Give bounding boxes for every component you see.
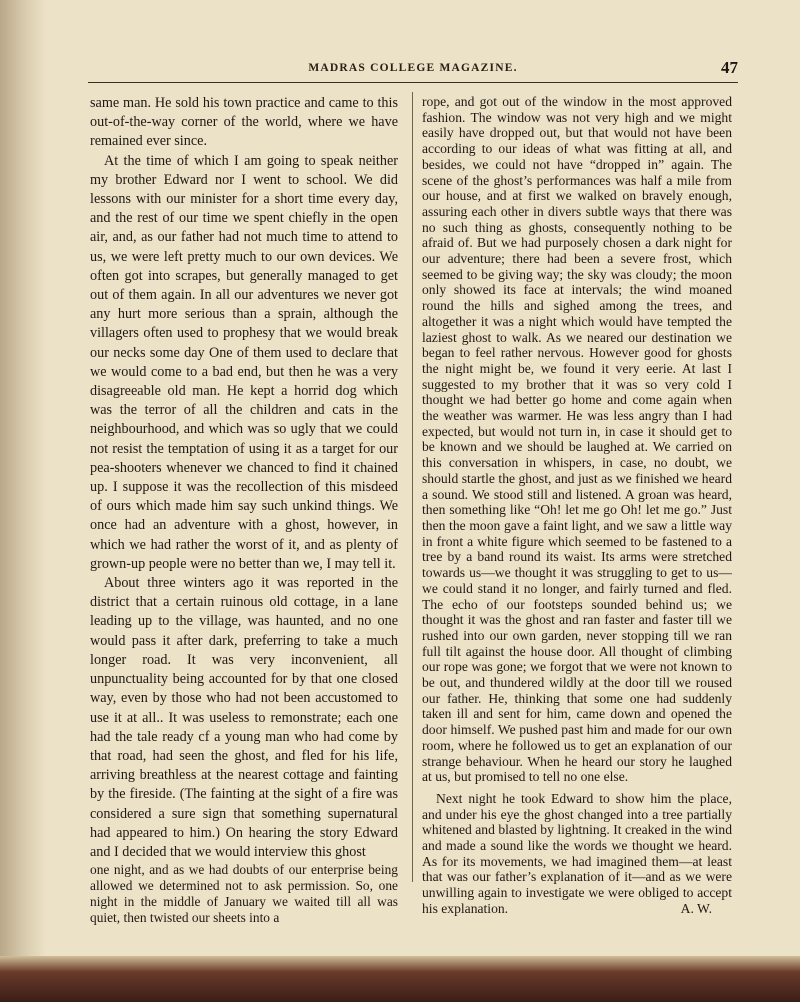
running-header: [88, 58, 738, 82]
page-gutter-shadow: [0, 0, 46, 1002]
paragraph: [422, 791, 732, 917]
left-column: [90, 94, 398, 926]
author-signature: A. W.: [680, 900, 712, 916]
paragraph-continuation: one night, and as we had doubts of our enterprise being allowed we determined not to ask permission. So, one night in the middle of January we waited till all was quiet, then twisted our sheets into a: [90, 862, 398, 926]
page-bottom-edge: [0, 956, 800, 1002]
paragraph: At the time of which I am going to speak neither my brother Edward nor I went to school. We did lessons with our minister for a short time every day, and the rest of our time we spent chiefly in the open air, and, as our father had not much time to attend to us, we were left pretty much to our own devices. We often got into scrapes, but generally managed to get out of them again. In all our adventures we never got any hurt more serious than a sprain, although the villagers often used to prophesy that we would break our necks some day One of them used to declare that we would come to a bad end, but then he was a very disagreeable old man. He kept a horrid dog which was the terror of all the children and cats in the neighbourhood, and which was so ugly that we could not resist the temptation of using it as a target for our pea-shooters whenever we chanced to find it chained up. I suppose it was the recollection of this misdeed of ours which made him say such unkind things. We once had an adventure with a ghost, however, in which we had rather the worst of it, and as plenty of grown-up people were no better than we, I may tell it.: [90, 152, 398, 572]
paragraph: About three winters ago it was reported in the district that a certain ruinous old cottage, in a lane leading up to the village, was haunted, and no one would pass it after dark, preferring to take a much longer road. It was very inconvenient, all unpunctuality being accounted for by that one closed way, even by those who had not been accustomed to use it at all.. It was useless to remonstrate; each one had the tale ready cf a young man who had come by that road, had seen the ghost, and fled for his life, arriving breathless at the nearest cottage and fainting by the fireside. (The fainting at the sight of a fire was considered a sure sign that something supernatural had appeared to him.) On hearing the story Edward and I decided that we would interview this ghost: [90, 575, 398, 860]
paragraph-text: Next night he took Edward to show him the place, and under his eye the ghost changed into a tree partially whitened and blasted by lightning. It creaked in the wind and made a sound like the words we thought we heard. As for its movements, we had imagined them—at least that was our father’s explanation of it—and as we were unwilling again to investigate we were obliged to accept his explanation.: [422, 790, 732, 916]
right-column: [422, 94, 732, 917]
magazine-title: MADRAS COLLEGE MAGAZINE.: [308, 62, 518, 74]
paragraph: same man. He sold his town practice and came to this out-of-the-way corner of the world, where we have remained ever since.: [90, 95, 398, 150]
column-divider: [412, 92, 413, 882]
paragraph: rope, and got out of the window in the most approved fashion. The window was not very high and we might easily have dropped out, but that would not have been according to our ideas of what was fitting at all, and besides, we could not have “dropped in” again. The scene of the ghost’s performances was half a mile from our house, and at first we walked on bravely enough, assuring each other in divers subtle ways that there was no such thing as ghosts, consequently nothing to be afraid of. But we had purposely chosen a dark night for our adventure; there had been a severe frost, which seemed to be giving way; the sky was cloudy; the moon only showed its face at intervals; the wind moaned round the hills and sighed among the trees, and altogether it was a night which would have tempted the laziest ghost to walk. As we neared our destination we began to feel rather nervous. However good for ghosts the night might be, we found it very eerie. At last I suggested to my brother that it was so very cold I thought we had better go home and come again when the weather was warmer. He was less angry than I had expected, but would not turn in, in case it should get to be known and we should be laughed at. We carried on this conversation in whispers, in case, no doubt, we should startle the ghost, and just as we finished we heard a sound. We stood still and listened. A groan was heard, then something like “Oh! let me go Oh! let me go.” Just then the moon gave a faint light, and we saw a little way in front a white figure which seemed to be fastened to a tree by a band round its waist. Its arms were stretched towards us—we thought it was struggling to get to us—we could stand it no longer, and fairly turned and fled. The echo of our footsteps sounded behind us; we thought it was the ghost and ran faster and faster till we rushed into our own garden, never stopping till we ran full tilt against the house door. All thought of climbing our rope was gone; we forgot that we were not known to be out, and thundered wildly at the door till we roused our father. He, thinking that some one had suddenly taken ill and sent for him, came down and opened the door himself. We pushed past him and made for our own room, where he followed us to get an explanation of our strange behaviour. When he heard our story he laughed at us, but promised to tell no one else.: [422, 94, 732, 785]
page-number: 47: [721, 58, 738, 77]
header-rule: [88, 82, 738, 83]
